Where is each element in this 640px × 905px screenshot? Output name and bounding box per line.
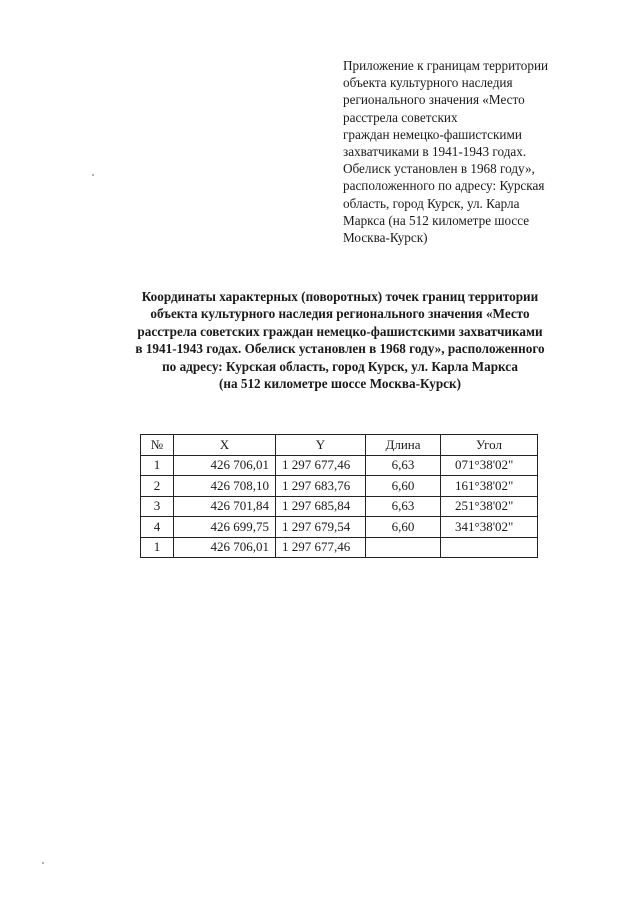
header-number: № — [141, 435, 174, 456]
scan-speck — [42, 862, 44, 864]
title-line: Координаты характерных (поворотных) точек границ территории — [141, 289, 539, 304]
table-row — [141, 517, 538, 538]
cell-number: 2 — [141, 476, 174, 497]
scan-speck — [92, 174, 94, 176]
cell-y: 1 297 677,46 — [276, 455, 366, 476]
appendix-line: Маркса (на 512 километре шоссе — [343, 212, 530, 228]
table-header-row — [141, 435, 538, 456]
appendix-line: объекта культурного наследия — [343, 75, 513, 91]
cell-y: 1 297 685,84 — [276, 496, 366, 517]
cell-length: 6,63 — [366, 496, 441, 517]
cell-number: 1 — [141, 537, 174, 558]
appendix-line: расстрела советских — [343, 109, 458, 125]
cell-angle: 071°38'02" — [441, 455, 538, 476]
cell-number: 3 — [141, 496, 174, 517]
cell-length: 6,60 — [366, 476, 441, 497]
appendix-line: Москва-Курск) — [343, 230, 428, 246]
table-row — [141, 476, 538, 497]
cell-x: 426 706,01 — [174, 537, 276, 558]
cell-y: 1 297 679,54 — [276, 517, 366, 538]
appendix-line: граждан немецко-фашистскими — [343, 126, 522, 142]
cell-angle: 251°38'02" — [441, 496, 538, 517]
title-line: объекта культурного наследия регионального значения «Место — [150, 306, 530, 322]
appendix-line: Обелиск установлен в 1968 году», — [343, 161, 535, 177]
cell-length: 6,63 — [366, 455, 441, 476]
appendix-line: захватчиками в 1941-1943 годах. — [343, 144, 527, 160]
cell-length: 6,60 — [366, 517, 441, 538]
table-row — [141, 496, 538, 517]
header-length: Длина — [366, 435, 441, 456]
title-line: по адресу: Курская область, город Курск, ул. Карла Маркса — [162, 358, 518, 374]
cell-angle: 161°38'02" — [441, 476, 538, 497]
title-line: в 1941-1943 годах. Обелиск установлен в 1968 году», расположенного — [135, 341, 545, 357]
cell-angle: 341°38'02" — [441, 517, 538, 538]
cell-x: 426 701,84 — [174, 496, 276, 517]
cell-x: 426 708,10 — [174, 476, 276, 497]
table-row — [141, 537, 538, 558]
cell-y: 1 297 677,46 — [276, 537, 366, 558]
appendix-note — [343, 57, 584, 246]
cell-x: 426 699,75 — [174, 517, 276, 538]
title-line: расстрела советских граждан немецко-фашистскими захватчиками — [137, 323, 543, 339]
header-y: Y — [276, 435, 366, 456]
appendix-line: регионального значения «Место — [343, 92, 525, 108]
table-row — [141, 455, 538, 476]
coordinates-table — [140, 434, 538, 558]
appendix-line: Приложение к границам территории — [343, 58, 549, 73]
header-angle: Угол — [441, 435, 538, 456]
appendix-line: область, город Курск, ул. Карла — [343, 195, 520, 211]
cell-number: 1 — [141, 455, 174, 476]
cell-x: 426 706,01 — [174, 455, 276, 476]
title-line: (на 512 километре шоссе Москва-Курск) — [218, 376, 462, 392]
appendix-line: расположенного по адресу: Курская — [343, 178, 545, 194]
header-x: X — [174, 435, 276, 456]
cell-y: 1 297 683,76 — [276, 476, 366, 497]
cell-number: 4 — [141, 517, 174, 538]
cell-angle — [441, 537, 538, 558]
cell-length — [366, 537, 441, 558]
document-title — [100, 288, 580, 392]
